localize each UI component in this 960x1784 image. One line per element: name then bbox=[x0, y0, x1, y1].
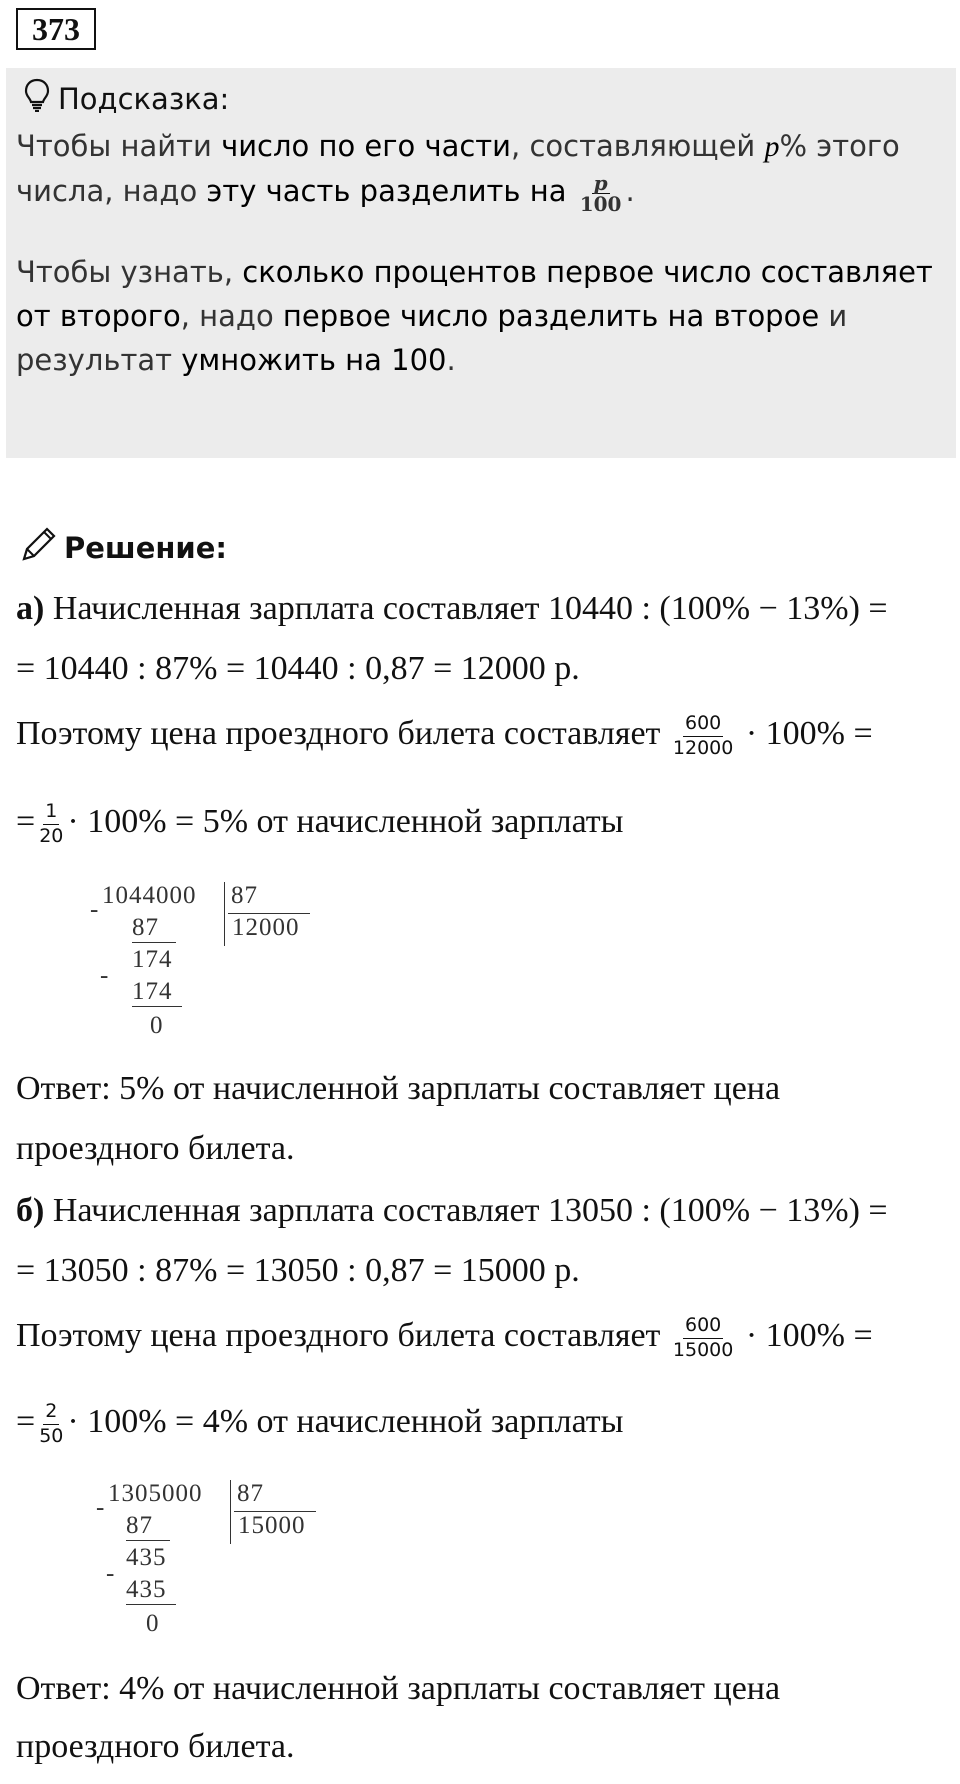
division-dividend: 1305000 bbox=[108, 1480, 203, 1507]
hint-text: . bbox=[625, 174, 635, 208]
hint-bold: первое число разделить на второе bbox=[282, 299, 820, 333]
solution-text: · 100% = 5% от начисленной зарплаты bbox=[67, 803, 624, 841]
hint-bold: сколько процентов первое число составляет от второго bbox=[16, 255, 933, 333]
hint-box bbox=[6, 68, 956, 458]
hint-fraction bbox=[578, 170, 624, 216]
hint-text: . bbox=[446, 343, 456, 377]
hint-header bbox=[24, 78, 229, 119]
part-b-line-1 bbox=[16, 1192, 888, 1230]
task-number: 373 bbox=[16, 8, 96, 50]
fraction-denominator: 15000 bbox=[672, 1338, 734, 1361]
fraction bbox=[673, 712, 733, 761]
solution-text: Поэтому цена проездного билета составляет bbox=[16, 1317, 661, 1355]
solution-text: · 100% = 4% от начисленной зарплаты bbox=[67, 1403, 624, 1441]
solution-header bbox=[18, 525, 227, 570]
division-step: 87 bbox=[126, 1512, 170, 1541]
lightbulb-icon bbox=[24, 78, 50, 119]
part-b-line-3 bbox=[16, 1314, 873, 1363]
solution-text: = bbox=[16, 1403, 36, 1441]
solution-title: Решение: bbox=[64, 530, 228, 565]
division-quotient: 12000 bbox=[228, 913, 310, 942]
pencil-icon bbox=[18, 525, 58, 570]
fraction bbox=[39, 800, 63, 849]
division-remainder: 0 bbox=[150, 1012, 164, 1039]
fraction-numerator: 600 bbox=[683, 1314, 723, 1339]
division-dividend: 1044000 bbox=[102, 882, 197, 909]
hint-title: Подсказка: bbox=[58, 81, 230, 116]
answer-a-line-2: проездного билета. bbox=[16, 1130, 295, 1167]
division-step: 174 bbox=[132, 946, 173, 973]
solution-text: Начисленная зарплата составляет 10440 : (100% − 13%) = bbox=[44, 590, 888, 627]
part-a-line-3 bbox=[16, 712, 873, 761]
division-divisor: 87 bbox=[230, 1480, 264, 1544]
minus-sign: - bbox=[90, 896, 100, 923]
part-b-line-2: = 13050 : 87% = 13050 : 0,87 = 15000 р. bbox=[16, 1252, 580, 1289]
fraction-denominator: 50 bbox=[39, 1424, 64, 1447]
minus-sign: - bbox=[96, 1494, 106, 1521]
minus-sign: - bbox=[106, 1560, 116, 1587]
part-a-line-1 bbox=[16, 590, 888, 628]
hint-bold: умножить на 100 bbox=[181, 343, 447, 377]
long-division-a bbox=[90, 882, 310, 1052]
hint-paragraph-1 bbox=[16, 124, 951, 214]
division-quotient: 15000 bbox=[234, 1511, 316, 1540]
long-division-b bbox=[96, 1480, 316, 1650]
answer-a-line-1: Ответ: 5% от начисленной зарплаты составляет цена bbox=[16, 1070, 781, 1107]
solution-text: · 100% = bbox=[745, 1317, 873, 1355]
division-step: 87 bbox=[132, 914, 176, 943]
hint-text: % этого числа, надо bbox=[16, 129, 900, 208]
fraction bbox=[39, 1400, 63, 1449]
fraction-numerator: 600 bbox=[683, 712, 723, 737]
fraction-numerator: 2 bbox=[43, 1400, 59, 1425]
minus-sign: - bbox=[100, 962, 110, 989]
solution-text: = bbox=[16, 803, 36, 841]
part-a-line-2: = 10440 : 87% = 10440 : 0,87 = 12000 р. bbox=[16, 650, 580, 687]
hint-text: , составляющей bbox=[511, 129, 765, 163]
hint-text: , надо bbox=[180, 299, 283, 333]
hint-variable: p bbox=[764, 130, 780, 163]
division-step: 435 bbox=[126, 1544, 167, 1571]
hint-bold: число по его части bbox=[221, 129, 512, 163]
solution-text: Начисленная зарплата составляет 13050 : (100% − 13%) = bbox=[44, 1192, 888, 1229]
answer-b-line-1: Ответ: 4% от начисленной зарплаты составляет цена bbox=[16, 1670, 781, 1707]
fraction-denominator: 20 bbox=[39, 824, 64, 847]
hint-text: и результат bbox=[16, 299, 848, 377]
part-label: б) bbox=[16, 1192, 45, 1229]
solution-text: · 100% = bbox=[745, 715, 873, 753]
answer-b-line-2: проездного билета. bbox=[16, 1728, 295, 1765]
fraction-denominator: 100 bbox=[579, 191, 622, 216]
hint-text: Чтобы узнать, bbox=[16, 255, 243, 289]
division-step: 435 bbox=[126, 1576, 176, 1605]
fraction-numerator: 1 bbox=[43, 800, 59, 825]
division-step: 174 bbox=[132, 978, 182, 1007]
hint-bold: эту часть разделить на bbox=[206, 174, 567, 208]
hint-text: Чтобы найти bbox=[16, 129, 222, 163]
fraction-denominator: 12000 bbox=[672, 736, 734, 759]
part-a-line-4 bbox=[16, 800, 623, 849]
part-b-line-4 bbox=[16, 1400, 623, 1449]
solution-text: Поэтому цена проездного билета составляет bbox=[16, 715, 661, 753]
division-remainder: 0 bbox=[146, 1610, 160, 1637]
fraction bbox=[673, 1314, 733, 1363]
part-label: а) bbox=[16, 590, 45, 627]
fraction-numerator: p bbox=[593, 170, 608, 195]
division-divisor: 87 bbox=[224, 882, 258, 946]
hint-paragraph-2 bbox=[16, 250, 951, 382]
